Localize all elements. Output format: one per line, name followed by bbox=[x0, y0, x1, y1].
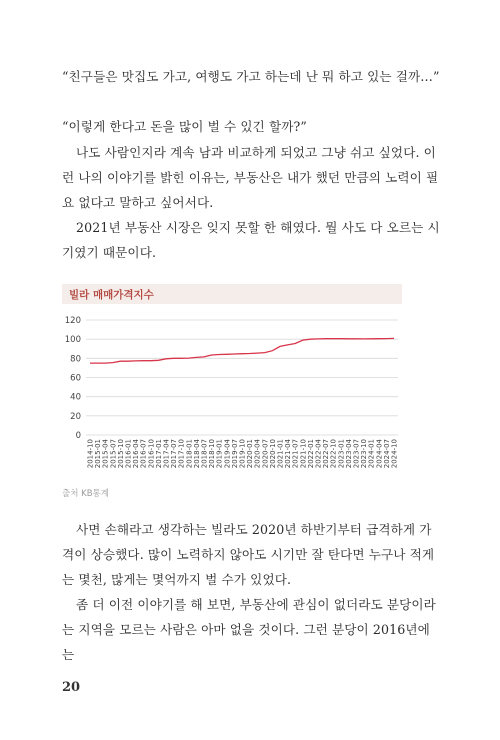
line-chart bbox=[62, 304, 402, 480]
x-tick-label: 2019-04 bbox=[223, 439, 232, 469]
x-tick-label: 2021-10 bbox=[299, 439, 308, 469]
y-tick-label: 120 bbox=[64, 316, 81, 326]
x-tick-label: 2020-10 bbox=[268, 439, 277, 469]
x-tick-label: 2015-04 bbox=[101, 439, 110, 469]
x-tick-label: 2017-04 bbox=[162, 439, 171, 469]
x-tick-label: 2019-01 bbox=[215, 439, 224, 469]
x-tick-label: 2024-01 bbox=[367, 439, 376, 469]
y-tick-label: 80 bbox=[70, 354, 81, 365]
paragraph-quote-2: “이렇게 한다고 돈을 많이 벌 수 있긴 할까?” bbox=[62, 119, 307, 134]
page-number: 20 bbox=[62, 680, 81, 695]
chart-title: 빌라 매매가격지수 bbox=[69, 289, 154, 301]
x-tick-label: 2016-07 bbox=[139, 439, 148, 469]
x-tick-label: 2017-01 bbox=[154, 439, 163, 469]
villa-price-index-chart bbox=[62, 284, 402, 480]
x-tick-label: 2015-10 bbox=[116, 439, 125, 469]
x-tick-label: 2019-10 bbox=[238, 439, 247, 469]
paragraph-body-1: 나도 사람인지라 계속 남과 비교하게 되었고 그냥 쉬고 싶었다. 이런 나의 이야기를 밝힌 이유는, 부동산은 내가 했던 만큼의 노력이 필요 없다고 말하고 싶어서다. bbox=[62, 145, 439, 210]
x-tick-label: 2018-04 bbox=[192, 439, 201, 469]
y-tick-label: 20 bbox=[70, 411, 81, 422]
x-tick-label: 2018-10 bbox=[208, 439, 217, 469]
x-tick-label: 2022-07 bbox=[322, 439, 331, 469]
x-tick-label: 2014-10 bbox=[86, 439, 95, 469]
paragraph-body-2: 2021년 부동산 시장은 잊지 못할 한 해였다. 뭘 사도 다 오르는 시기였기 때문이다. bbox=[62, 220, 440, 260]
x-tick-label: 2018-01 bbox=[185, 439, 194, 469]
x-tick-label: 2018-07 bbox=[200, 439, 209, 469]
paragraph-quote-1: “친구들은 맛집도 가고, 여행도 가고 하는데 난 뭐 하고 있는 걸까…” bbox=[62, 69, 440, 84]
x-tick-label: 2019-07 bbox=[230, 439, 239, 469]
chart-source: 출처 KB통계 bbox=[62, 489, 109, 499]
y-tick-label: 0 bbox=[75, 431, 81, 441]
x-tick-label: 2015-01 bbox=[94, 439, 103, 469]
x-tick-label: 2022-10 bbox=[329, 439, 338, 469]
x-tick-label: 2023-10 bbox=[360, 439, 369, 469]
x-tick-label: 2020-04 bbox=[253, 439, 262, 469]
y-tick-label: 100 bbox=[64, 335, 81, 346]
x-tick-label: 2023-04 bbox=[344, 439, 353, 469]
x-tick-label: 2024-07 bbox=[382, 439, 391, 469]
x-tick-label: 2022-01 bbox=[306, 439, 315, 469]
x-tick-label: 2021-07 bbox=[291, 439, 300, 469]
x-tick-label: 2015-07 bbox=[109, 439, 118, 469]
paragraph-body-3: 사면 손해라고 생각하는 빌라도 2020년 하반기부터 급격하게 가격이 상승했다. 많이 노력하지 않아도 시기만 잘 탄다면 누구나 적게는 몇천, 많게는 몇억까지 벌 수가 있었다. bbox=[62, 522, 435, 587]
x-tick-label: 2023-01 bbox=[337, 439, 346, 469]
x-tick-label: 2024-10 bbox=[390, 439, 399, 469]
paragraph-body-4: 좀 더 이전 이야기를 해 보면, 부동산에 관심이 없더라도 분당이라는 지역을 모르는 사람은 아마 없을 것이다. 그런 분당이 2016년에는 bbox=[62, 597, 436, 662]
x-tick-label: 2022-04 bbox=[314, 439, 323, 469]
x-tick-label: 2024-04 bbox=[375, 439, 384, 469]
x-tick-label: 2020-07 bbox=[261, 439, 270, 469]
x-tick-label: 2016-01 bbox=[124, 439, 133, 469]
x-tick-label: 2020-01 bbox=[246, 439, 255, 469]
x-tick-label: 2021-04 bbox=[284, 439, 293, 469]
y-tick-label: 60 bbox=[70, 373, 81, 384]
x-tick-label: 2017-10 bbox=[177, 439, 186, 469]
x-tick-label: 2017-07 bbox=[170, 439, 179, 469]
chart-header bbox=[62, 284, 402, 304]
x-tick-label: 2016-10 bbox=[147, 439, 156, 469]
y-tick-label: 40 bbox=[70, 392, 81, 403]
series-line bbox=[90, 338, 394, 363]
x-tick-label: 2016-04 bbox=[132, 439, 141, 469]
x-tick-label: 2021-01 bbox=[276, 439, 285, 469]
x-tick-label: 2023-07 bbox=[352, 439, 361, 469]
